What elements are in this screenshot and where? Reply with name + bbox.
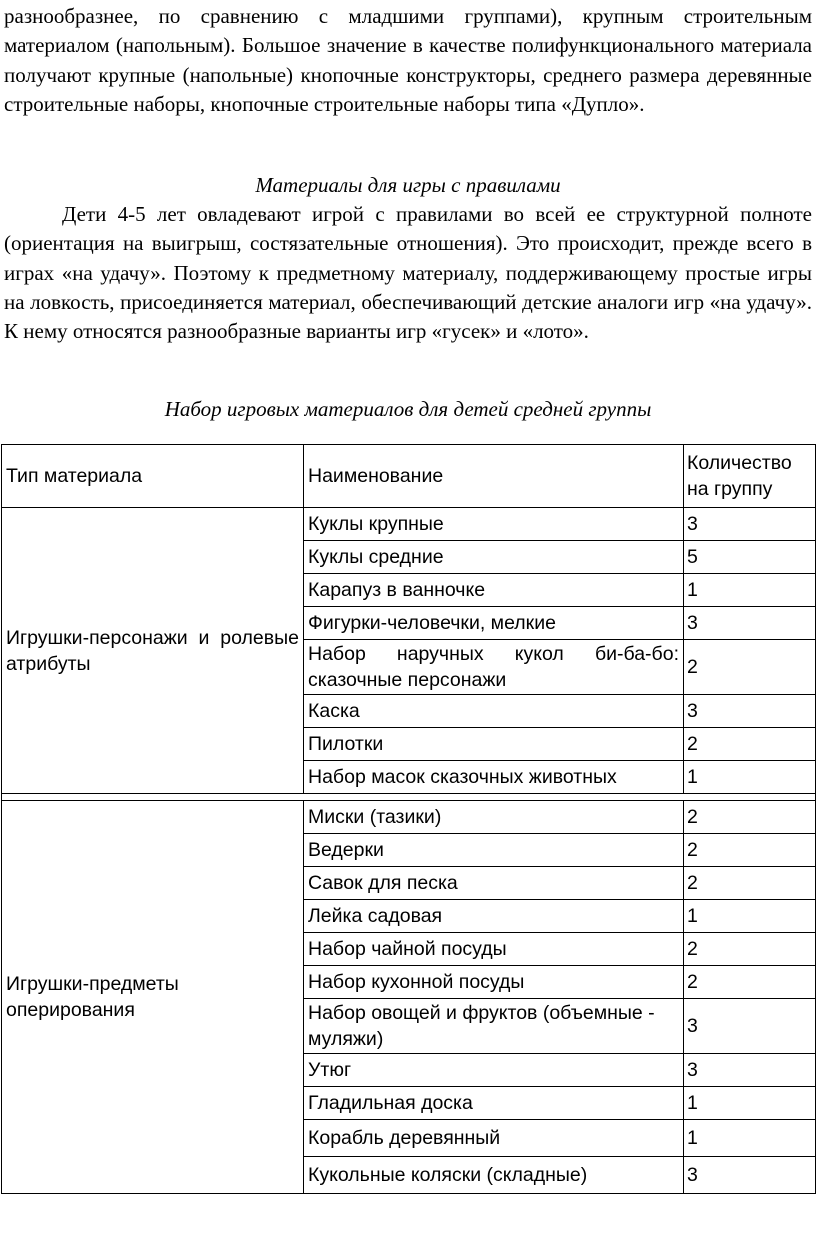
item-quantity: 3 (684, 1157, 816, 1194)
item-quantity: 5 (684, 541, 816, 574)
category-cell: Игрушки-предметы оперирования (2, 801, 304, 1194)
item-name: Ведерки (304, 834, 684, 867)
item-quantity: 2 (684, 933, 816, 966)
materials-table (1, 444, 816, 1194)
item-quantity: 1 (684, 1120, 816, 1157)
item-quantity: 2 (684, 801, 816, 834)
item-quantity: 3 (684, 1054, 816, 1087)
item-quantity: 2 (684, 834, 816, 867)
item-quantity: 1 (684, 1087, 816, 1120)
table-caption: Набор игровых материалов для детей средней группы (164, 397, 652, 421)
item-quantity: 2 (684, 966, 816, 999)
header-name: Наименование (304, 445, 684, 508)
item-name: Гладильная доска (304, 1087, 684, 1120)
item-name: Карапуз в ванночке (304, 574, 684, 607)
item-name: Савок для песка (304, 867, 684, 900)
item-quantity: 2 (684, 728, 816, 761)
item-name: Набор масок сказочных животных (304, 761, 684, 794)
item-name: Набор овощей и фруктов (объемные - муляжи) (304, 999, 684, 1054)
item-quantity: 1 (684, 761, 816, 794)
item-quantity: 1 (684, 900, 816, 933)
item-name: Куклы средние (304, 541, 684, 574)
item-quantity: 3 (684, 607, 816, 640)
item-quantity: 3 (684, 999, 816, 1054)
item-name: Куклы крупные (304, 508, 684, 541)
item-name: Набор кухонной посуды (304, 966, 684, 999)
item-quantity: 2 (684, 867, 816, 900)
item-quantity: 3 (684, 695, 816, 728)
item-name: Утюг (304, 1054, 684, 1087)
table-header-row (2, 445, 816, 508)
paragraph-rule-games: Дети 4-5 лет овладевают игрой с правилами во всей ее структурной полноте (ориентация на выигрыш, состязательные отношения). Это происходит, прежде всего в играх «на удачу». Поэтому к предметному материалу, поддерживающему простые игры на ловкость, присоединяется материал, обеспечивающий детские аналоги игр «на удачу». К нему относятся разнообразные варианты игр «гусек» и «лото». (4, 202, 812, 344)
paragraph-building-materials: разнообразнее, по сравнению с младшими группами), крупным строительным материалом (напольным). Большое значение в качестве полифункционального материала получают крупные (напольные) кнопочные конструкторы, среднего размера деревянные строительные наборы, кнопочные строительные наборы типа «Дупло». (4, 4, 812, 116)
table-row (2, 508, 816, 541)
item-name: Корабль деревянный (304, 1120, 684, 1157)
item-name: Миски (тазики) (304, 801, 684, 834)
item-quantity: 3 (684, 508, 816, 541)
item-quantity: 1 (684, 574, 816, 607)
item-name: Набор чайной посуды (304, 933, 684, 966)
item-name: Фигурки-человечки, мелкие (304, 607, 684, 640)
item-name: Кукольные коляски (складные) (304, 1157, 684, 1194)
category-cell: Игрушки-персонажи и ролевые атрибуты (2, 508, 304, 794)
item-name: Каска (304, 695, 684, 728)
item-name: Лейка садовая (304, 900, 684, 933)
section-heading: Материалы для игры с правилами (255, 173, 561, 197)
header-quantity: Количество на группу (684, 445, 816, 508)
header-type: Тип материала (2, 445, 304, 508)
item-name: Пилотки (304, 728, 684, 761)
table-row (2, 801, 816, 834)
table-spacer (2, 794, 816, 801)
item-quantity: 2 (684, 640, 816, 695)
item-name: Набор наручных кукол би-ба-бо: сказочные персонажи (304, 640, 684, 695)
